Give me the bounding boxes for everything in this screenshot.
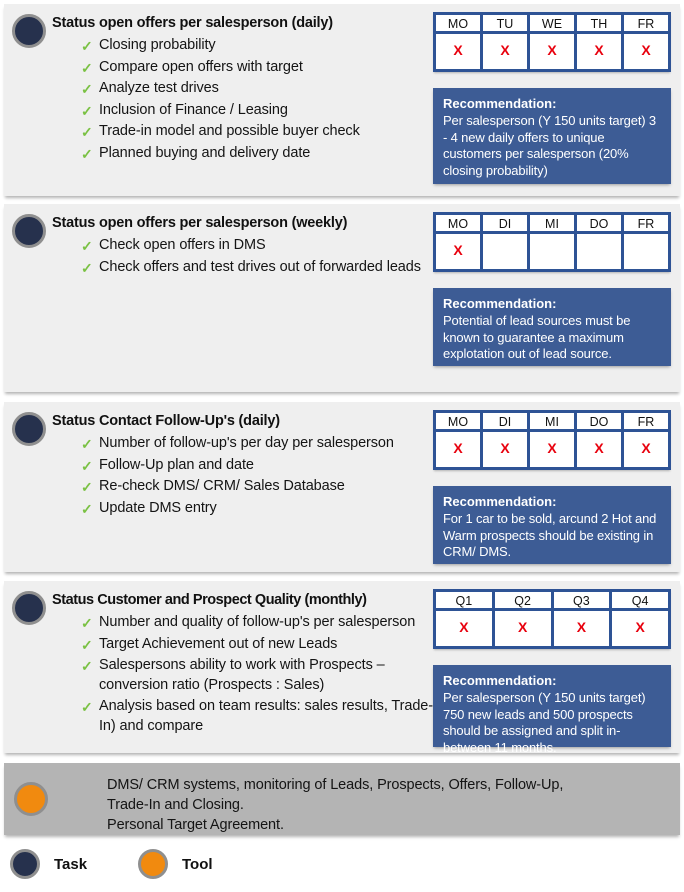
table-mark-cell [577,234,621,266]
legend [0,845,684,892]
table-mark-cell: X [436,611,492,643]
list-item-label: Check open offers in DMS [99,237,266,253]
check-icon: ✓ [81,479,93,495]
task-legend-circle-icon [10,849,40,879]
recommendation-title: Recommendation: [443,96,557,111]
table-column [530,215,577,269]
list-item [81,656,442,695]
table-column [577,215,624,269]
list-item [81,477,442,497]
check-icon: ✓ [81,238,93,254]
table-header-cell: MO [436,413,480,432]
list-item [81,236,442,256]
table-mark-cell: X [612,611,668,643]
table-header-cell: FR [624,215,668,234]
table-header-cell: Q2 [495,592,551,611]
list-item-label: Closing probability [99,37,216,53]
list-item [81,36,442,56]
list-item [81,456,442,476]
table-column [483,413,530,467]
table-header-cell: Q1 [436,592,492,611]
list-item-label: Analyze test drives [99,80,219,96]
recommendation-body: Per salesperson (Y 150 units target) 3 - 4 new daily offers to unique customers per salesperson (20% closing probability) [443,113,657,178]
section-content [52,214,442,279]
list-item-label: Planned buying and delivery date [99,144,311,161]
list-item-label: Number and quality of follow-up's per salesperson [99,614,416,630]
table-mark-cell: X [577,432,621,464]
task-marker-circle-icon [12,412,46,446]
table-column [624,413,668,467]
table-column [530,15,577,69]
table-header-cell: MI [530,413,574,432]
table-column [495,592,554,646]
table-header-cell: TU [483,15,527,34]
list-item [81,697,442,736]
list-item-label: Trade-in model and possible buyer check [99,123,360,139]
list-item-label: Analysis based on team results: sales results, Trade-In) and compare [99,698,433,734]
table-mark-cell: X [495,611,551,643]
table-column [624,15,668,69]
table-mark-cell [530,234,574,266]
check-icon: ✓ [81,124,93,140]
legend-item-tool [138,849,213,879]
section-panel-daily-offers [4,4,680,196]
recommendation-body: Per salesperson (Y 150 units target) 750 new leads and 500 prospects should be assigned and split in-between 11 months. [443,690,646,755]
table-header-cell: Q3 [554,592,610,611]
section-title: Status open offers per salesperson (daily) [52,15,333,31]
table-header-cell: MI [530,215,574,234]
list-item-label: Salespersons ability to work with Prospects – conversion ratio (Prospects : Sales) [99,657,385,693]
recommendation-body: Potential of lead sources must be known to guarantee a maximum explotation out of lead source. [443,313,631,361]
schedule-table [433,212,671,272]
list-item [81,79,442,99]
section-panel-customer-prospect-quality [4,581,680,753]
list-item-label: Target Achievement out of new Leads [99,635,338,652]
table-header-cell: Q4 [612,592,668,611]
check-icon: ✓ [81,145,93,162]
list-item [81,434,442,454]
check-icon: ✓ [81,436,93,452]
list-item-label: Update DMS entry [99,499,217,516]
bullet-list [52,236,442,277]
list-item [81,613,442,633]
table-column [624,215,668,269]
schedule-table [433,12,671,72]
list-item [81,258,442,278]
tool-panel [4,763,680,835]
list-item-label: Compare open offers with target [99,58,303,75]
check-icon: ✓ [81,59,93,76]
table-mark-cell: X [483,432,527,464]
check-icon: ✓ [81,457,93,474]
recommendation-title: Recommendation: [443,296,557,311]
table-mark-cell: X [577,34,621,66]
list-item-label: Re-check DMS/ CRM/ Sales Database [99,478,345,494]
list-item [81,58,442,78]
tool-panel-line-2: Trade-In and Closing. [107,797,244,813]
recommendation-box [433,665,671,755]
recommendation-box [433,88,671,184]
table-column [577,15,624,69]
tool-panel-text [107,775,667,835]
table-header-cell: TH [577,15,621,34]
recommendation-box [433,486,671,564]
table-header-cell: DI [483,215,527,234]
table-column [612,592,668,646]
tool-legend-circle-icon [138,849,168,879]
list-item-label: Inclusion of Finance / Leasing [99,101,288,118]
table-column [483,15,530,69]
bullet-list [52,613,442,736]
section-title: Status open offers per salesperson (weekly) [52,215,348,231]
check-icon: ✓ [81,259,93,276]
legend-item-task [10,849,87,879]
list-item-label: Number of follow-up's per day per salesperson [99,435,394,451]
task-marker-circle-icon [12,214,46,248]
table-column [436,15,483,69]
check-icon: ✓ [81,38,93,54]
table-header-cell: MO [436,15,480,34]
tool-marker-circle-icon [14,782,48,816]
list-item-label: Follow-Up plan and date [99,456,254,473]
table-header-cell: MO [436,215,480,234]
table-mark-cell: X [624,432,668,464]
table-mark-cell: X [436,34,480,66]
table-column [554,592,613,646]
tool-panel-line-1: DMS/ CRM systems, monitoring of Leads, Prospects, Offers, Follow-Up, [107,777,564,793]
table-header-cell: DI [483,413,527,432]
check-icon: ✓ [81,636,93,653]
table-header-cell: DO [577,215,621,234]
table-column [577,413,624,467]
table-mark-cell: X [436,234,480,266]
recommendation-title: Recommendation: [443,494,557,509]
section-title: Status Customer and Prospect Quality (monthly) [52,592,367,608]
table-mark-cell: X [483,34,527,66]
table-column [436,215,483,269]
schedule-table [433,410,671,470]
table-header-cell: WE [530,15,574,34]
list-item-label: Check offers and test drives out of forwarded leads [99,258,421,275]
check-icon: ✓ [81,500,93,517]
list-item [81,635,442,655]
recommendation-title: Recommendation: [443,673,557,688]
table-column [436,592,495,646]
list-item [81,499,442,519]
section-panel-contact-followups [4,402,680,572]
list-item [81,101,442,121]
section-title: Status Contact Follow-Up's (daily) [52,413,280,429]
bullet-list [52,36,442,163]
table-column [483,215,530,269]
table-mark-cell [483,234,527,266]
check-icon: ✓ [81,102,93,119]
legend-label-task: Task [54,855,88,873]
table-column [436,413,483,467]
table-mark-cell [624,234,668,266]
table-mark-cell: X [624,34,668,66]
task-marker-circle-icon [12,591,46,625]
check-icon: ✓ [81,81,93,97]
tool-panel-line-3: Personal Target Agreement. [107,817,284,833]
recommendation-body: For 1 car to be sold, arcund 2 Hot and Warm prospects should be existing in CRM/ DMS. [443,511,657,559]
table-column [530,413,577,467]
section-content [52,14,442,165]
legend-label-tool: Tool [182,855,213,873]
task-marker-circle-icon [12,14,46,48]
check-icon: ✓ [81,699,93,715]
section-content [52,412,442,520]
table-header-cell: FR [624,413,668,432]
section-panel-weekly-offers [4,204,680,392]
check-icon: ✓ [81,615,93,631]
section-content [52,591,442,738]
table-header-cell: DO [577,413,621,432]
table-header-cell: FR [624,15,668,34]
table-mark-cell: X [554,611,610,643]
table-mark-cell: X [436,432,480,464]
list-item [81,144,442,164]
list-item [81,122,442,142]
recommendation-box [433,288,671,366]
table-mark-cell: X [530,432,574,464]
quarter-table [433,589,671,649]
table-mark-cell: X [530,34,574,66]
bullet-list [52,434,442,518]
check-icon: ✓ [81,658,93,674]
